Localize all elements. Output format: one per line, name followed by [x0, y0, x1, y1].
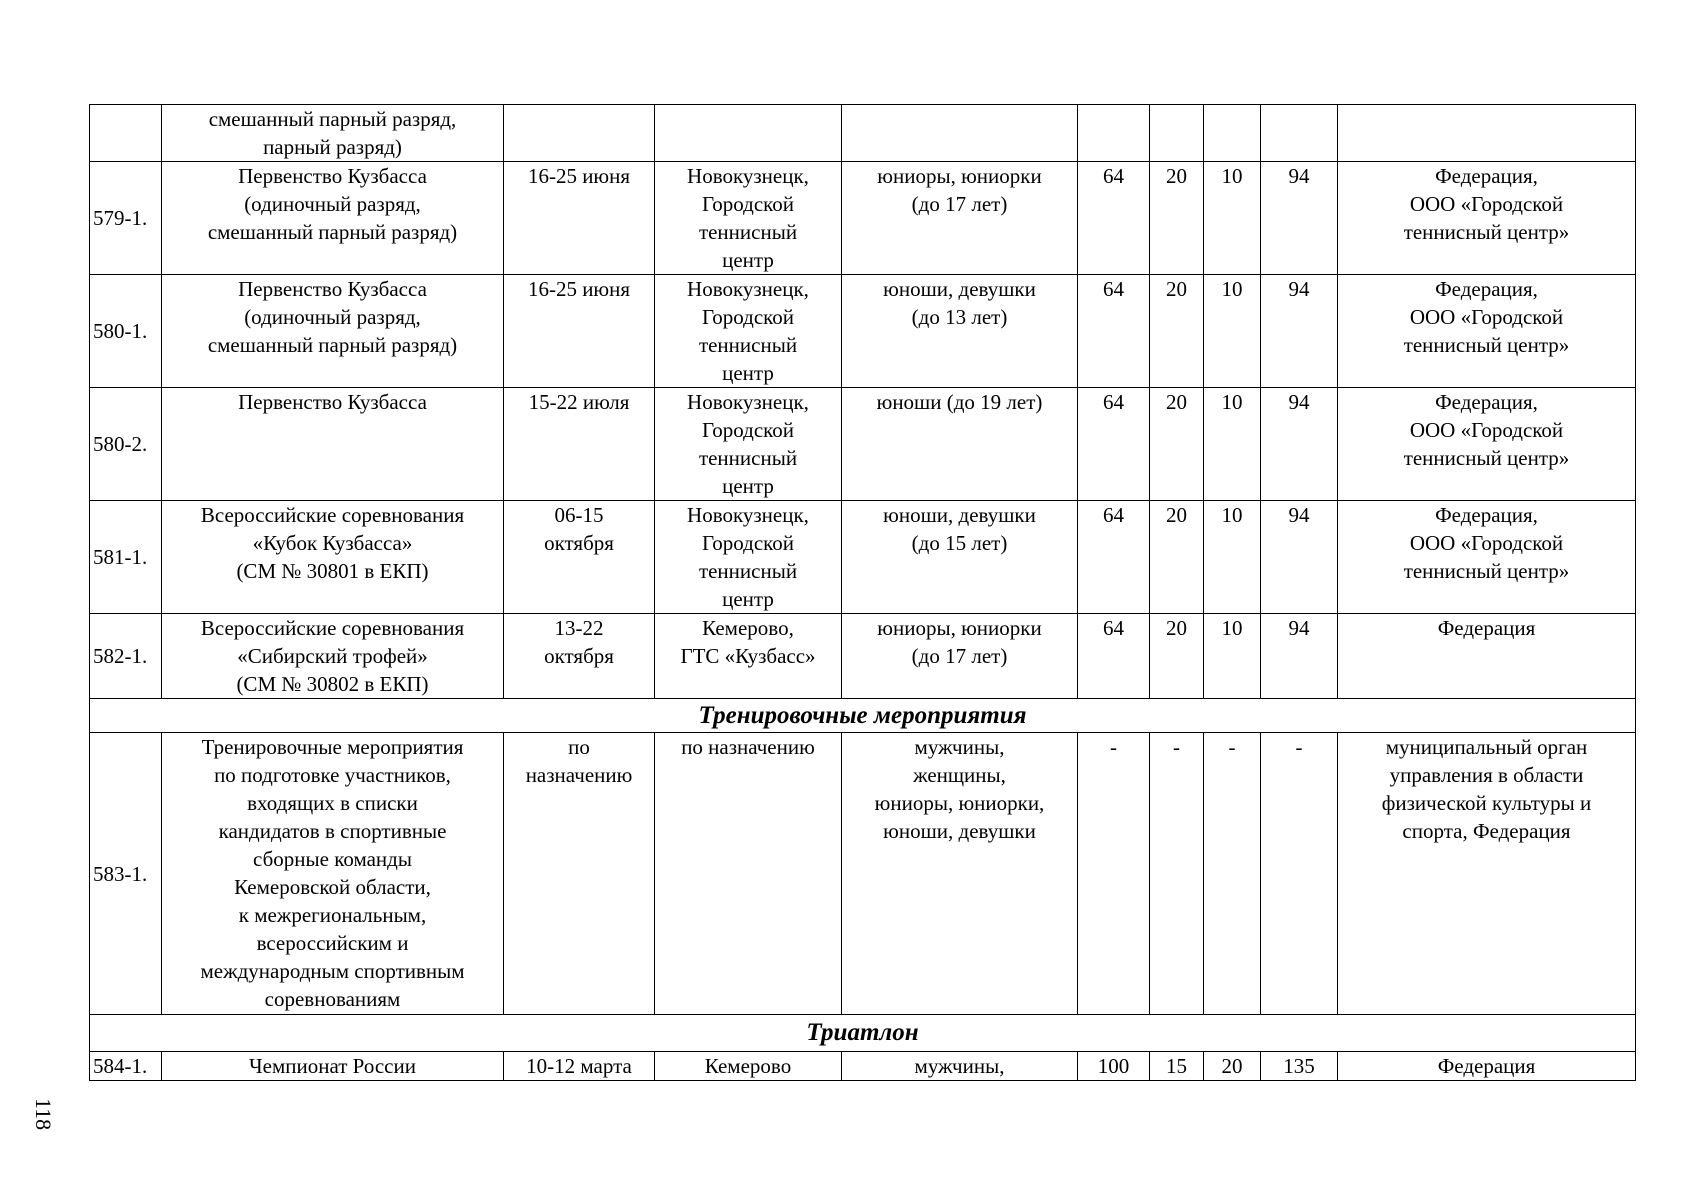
cell-event: Первенство Кузбасса (одиночный разряд, смешанный парный разряд) — [162, 275, 504, 388]
section-header-row — [90, 699, 1636, 733]
cell-num: 584-1. — [90, 1052, 162, 1081]
cell-c3: 10 — [1204, 275, 1261, 388]
cell-org: Федерация, ООО «Городской теннисный центр» — [1338, 275, 1636, 388]
cell-place: Кемерово, ГТС «Кузбасс» — [655, 614, 842, 699]
table-row — [90, 105, 1636, 162]
table-row — [90, 388, 1636, 501]
cell-event: Чемпионат России — [162, 1052, 504, 1081]
cell-c2: 20 — [1150, 162, 1204, 275]
cell-total — [1261, 105, 1338, 162]
cell-c3: 10 — [1204, 162, 1261, 275]
cell-num: 583-1. — [90, 733, 162, 1015]
cell-place: Новокузнецк, Городской теннисный центр — [655, 275, 842, 388]
cell-event: Всероссийские соревнования «Сибирский трофей» (СМ № 30802 в ЕКП) — [162, 614, 504, 699]
cell-place: Новокузнецк, Городской теннисный центр — [655, 162, 842, 275]
cell-participants: юниоры, юниорки (до 17 лет) — [842, 162, 1078, 275]
cell-date: по назначению — [504, 733, 655, 1015]
cell-c1: 64 — [1078, 162, 1150, 275]
cell-org: Федерация — [1338, 1052, 1636, 1081]
cell-num: 579-1. — [90, 162, 162, 275]
cell-total: 94 — [1261, 501, 1338, 614]
cell-total: 94 — [1261, 614, 1338, 699]
cell-participants: юноши, девушки (до 13 лет) — [842, 275, 1078, 388]
cell-event: Первенство Кузбасса (одиночный разряд, смешанный парный разряд) — [162, 162, 504, 275]
cell-c2: - — [1150, 733, 1204, 1015]
cell-c2 — [1150, 105, 1204, 162]
cell-c2: 15 — [1150, 1052, 1204, 1081]
cell-date: 13-22 октября — [504, 614, 655, 699]
cell-num: 582-1. — [90, 614, 162, 699]
cell-event: Первенство Кузбасса — [162, 388, 504, 501]
cell-org — [1338, 105, 1636, 162]
cell-participants: юноши (до 19 лет) — [842, 388, 1078, 501]
table-row — [90, 275, 1636, 388]
cell-c2: 20 — [1150, 614, 1204, 699]
cell-c2: 20 — [1150, 388, 1204, 501]
cell-c1: 64 — [1078, 614, 1150, 699]
cell-c1: 64 — [1078, 388, 1150, 501]
cell-c3: 20 — [1204, 1052, 1261, 1081]
cell-c3: 10 — [1204, 614, 1261, 699]
cell-c2: 20 — [1150, 501, 1204, 614]
cell-c3: 10 — [1204, 388, 1261, 501]
table-row — [90, 1052, 1636, 1081]
cell-total: 94 — [1261, 162, 1338, 275]
cell-total: 135 — [1261, 1052, 1338, 1081]
cell-org: Федерация, ООО «Городской теннисный центр» — [1338, 162, 1636, 275]
cell-date — [504, 105, 655, 162]
cell-c1: 100 — [1078, 1052, 1150, 1081]
cell-participants: мужчины, — [842, 1052, 1078, 1081]
section-header-row — [90, 1015, 1636, 1052]
cell-participants: мужчины, женщины, юниоры, юниорки, юноши, девушки — [842, 733, 1078, 1015]
cell-total: - — [1261, 733, 1338, 1015]
cell-c1 — [1078, 105, 1150, 162]
cell-event: смешанный парный разряд, парный разряд) — [162, 105, 504, 162]
cell-total: 94 — [1261, 388, 1338, 501]
cell-participants: юноши, девушки (до 15 лет) — [842, 501, 1078, 614]
table-row — [90, 733, 1636, 1015]
table-row — [90, 162, 1636, 275]
cell-num — [90, 105, 162, 162]
cell-c3: - — [1204, 733, 1261, 1015]
cell-c1: 64 — [1078, 275, 1150, 388]
cell-c3 — [1204, 105, 1261, 162]
cell-event: Всероссийские соревнования «Кубок Кузбасса» (СМ № 30801 в ЕКП) — [162, 501, 504, 614]
table-row — [90, 614, 1636, 699]
section-title: Тренировочные мероприятия — [90, 699, 1636, 733]
cell-org: Федерация, ООО «Городской теннисный центр» — [1338, 388, 1636, 501]
cell-total: 94 — [1261, 275, 1338, 388]
cell-participants: юниоры, юниорки (до 17 лет) — [842, 614, 1078, 699]
cell-date: 16-25 июня — [504, 275, 655, 388]
cell-c3: 10 — [1204, 501, 1261, 614]
cell-date: 06-15 октября — [504, 501, 655, 614]
cell-place: Новокузнецк, Городской теннисный центр — [655, 501, 842, 614]
cell-c1: 64 — [1078, 501, 1150, 614]
cell-event: Тренировочные мероприятия по подготовке участников, входящих в списки кандидатов в спортивные сборные команды Кемеровской области, к межрегиональным, всероссийским и международным спортивным соревнованиям — [162, 733, 504, 1015]
cell-num: 580-1. — [90, 275, 162, 388]
cell-date: 10-12 марта — [504, 1052, 655, 1081]
cell-org: Федерация, ООО «Городской теннисный центр» — [1338, 501, 1636, 614]
cell-participants — [842, 105, 1078, 162]
page-number: 118 — [31, 1098, 56, 1131]
events-table — [89, 104, 1636, 1081]
cell-place: Кемерово — [655, 1052, 842, 1081]
table-row — [90, 501, 1636, 614]
cell-date: 15-22 июля — [504, 388, 655, 501]
cell-org: муниципальный орган управления в области физической культуры и спорта, Федерация — [1338, 733, 1636, 1015]
cell-place — [655, 105, 842, 162]
cell-num: 580-2. — [90, 388, 162, 501]
cell-num: 581-1. — [90, 501, 162, 614]
section-title: Триатлон — [90, 1015, 1636, 1052]
cell-org: Федерация — [1338, 614, 1636, 699]
cell-date: 16-25 июня — [504, 162, 655, 275]
cell-place: по назначению — [655, 733, 842, 1015]
table-body — [90, 105, 1636, 1081]
cell-place: Новокузнецк, Городской теннисный центр — [655, 388, 842, 501]
cell-c1: - — [1078, 733, 1150, 1015]
cell-c2: 20 — [1150, 275, 1204, 388]
